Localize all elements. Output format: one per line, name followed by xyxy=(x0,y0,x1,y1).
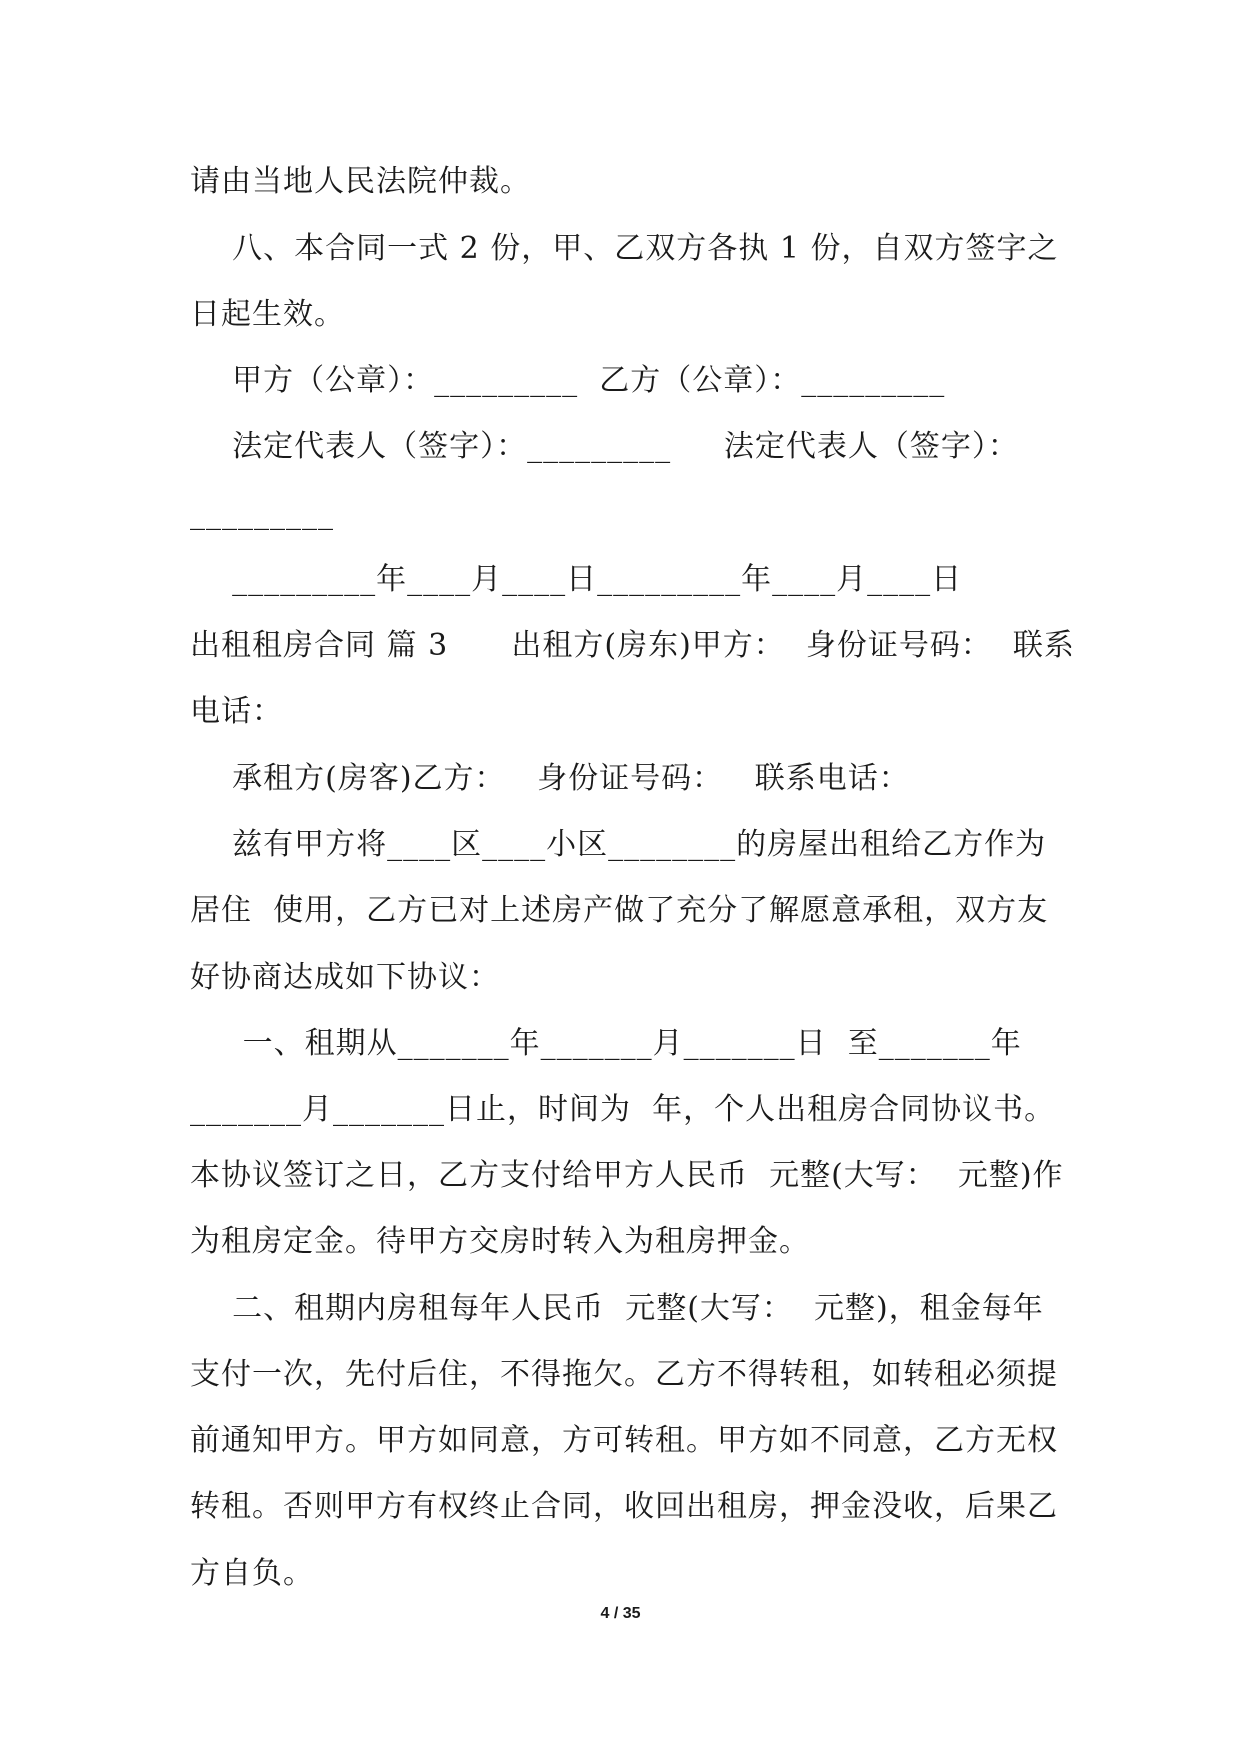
text-line: 八、本合同一式 2 份，甲、乙双方各执 1 份，自双方签字之 xyxy=(190,231,1059,266)
text-line: 支付一次，先付后住，不得拖欠。乙方不得转租，如转租必须提 xyxy=(190,1357,1058,1392)
text-line: 甲方（公章）：_________ 乙方（公章）：_________ xyxy=(190,363,946,398)
text-line: 日起生效。 xyxy=(190,297,345,332)
text-line: 兹有甲方将____区____小区________的房屋出租给乙方作为 xyxy=(190,827,1047,862)
text-line: 请由当地人民法院仲裁。 xyxy=(190,164,531,199)
text-line: 好协商达成如下协议： xyxy=(190,960,500,995)
text-line: 一、租期从_______年_______月_______日 至_______年 xyxy=(190,1026,1022,1061)
text-line: 本协议签订之日，乙方支付给甲方人民币 元整(大写： 元整)作 xyxy=(190,1158,1064,1193)
text-line: _______月_______日止，时间为 年，个人出租房合同协议书。 xyxy=(190,1092,1056,1127)
text-line: 法定代表人（签字）：_________ 法定代表人（签字）： xyxy=(190,429,1019,464)
text-line: 二、租期内房租每年人民币 元整(大写： 元整)，租金每年 xyxy=(190,1291,1044,1326)
text-line: 转租。否则甲方有权终止合同，收回出租房，押金没收，后果乙 xyxy=(190,1489,1058,1524)
text-line: _________ xyxy=(190,496,334,531)
page-number: 4 / 35 xyxy=(600,1605,641,1622)
text-line: 电话： xyxy=(190,694,283,729)
text-line: 为租房定金。待甲方交房时转入为租房押金。 xyxy=(190,1224,810,1259)
text-line: 承租方(房客)乙方： 身份证号码： 联系电话： xyxy=(190,761,910,796)
text-line: 方自负。 xyxy=(190,1556,314,1591)
text-line: _________年____月____日_________年____月____日 xyxy=(190,562,963,597)
text-line: 出租租房合同 篇 3 出租方(房东)甲方： 身份证号码： 联系 xyxy=(190,628,1075,663)
text-line: 居住 使用，乙方已对上述房产做了充分了解愿意承租，双方友 xyxy=(190,893,1049,928)
text-line: 前通知甲方。甲方如同意，方可转租。甲方如不同意，乙方无权 xyxy=(190,1423,1058,1458)
